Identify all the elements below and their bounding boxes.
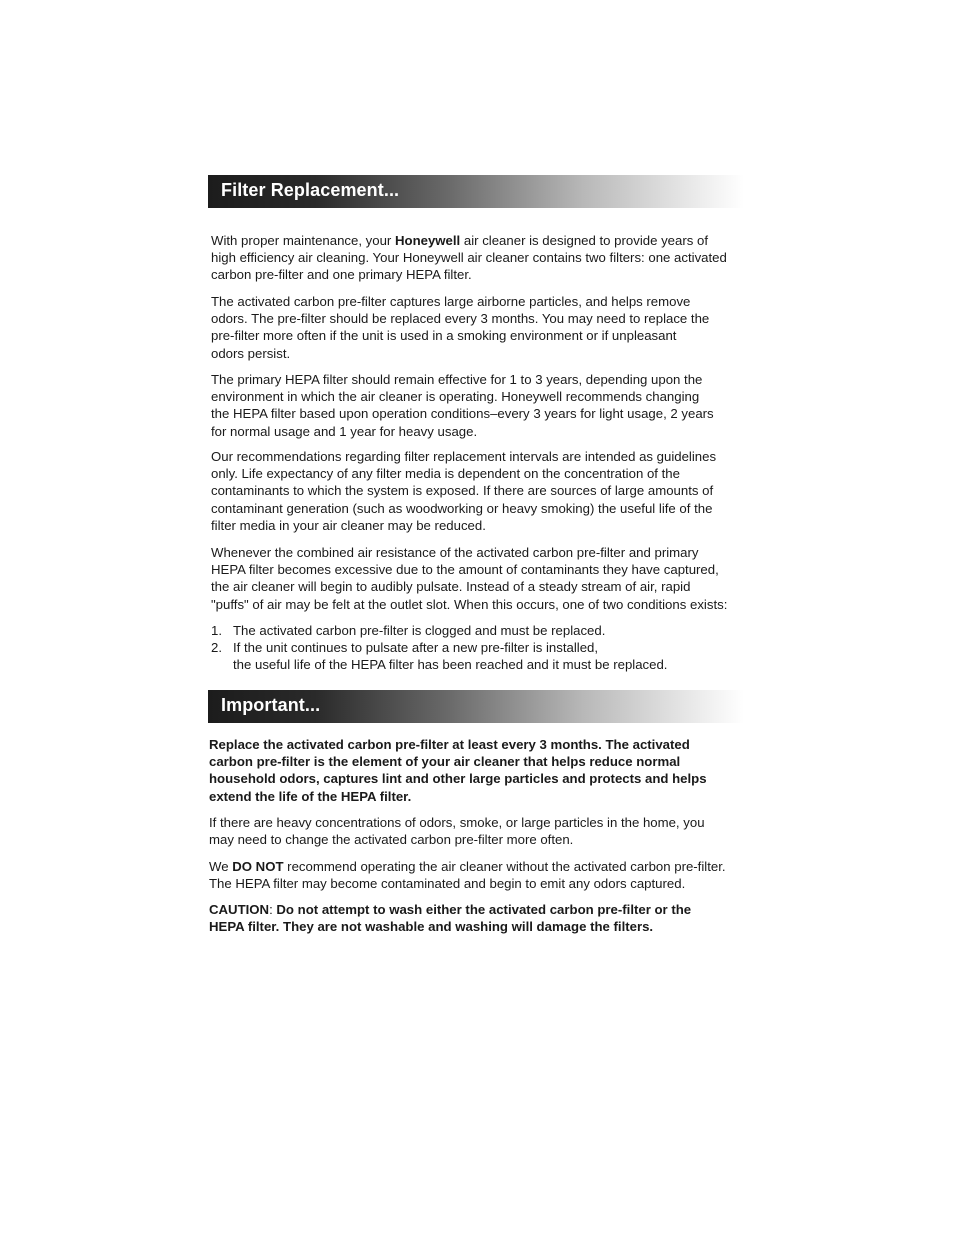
- list-number: 2.: [211, 640, 222, 656]
- para2-line: If there are heavy concentrations of odors, smoke, or large particles in the home, you: [209, 815, 705, 830]
- caution-paragraph: [209, 901, 749, 935]
- do-not-operate-paragraph: [209, 858, 749, 892]
- p1-line1-before: With proper maintenance, your: [211, 233, 395, 248]
- p5-line: HEPA filter becomes excessive due to the amount of contaminants they have captured,: [211, 562, 719, 578]
- filter-replacement-heading: Filter Replacement...: [221, 180, 400, 200]
- p2-line: pre-filter more often if the unit is used in a smoking environment or if unpleasant: [211, 328, 677, 344]
- p2-line: The activated carbon pre-filter captures large airborne particles, and helps remove: [211, 294, 691, 309]
- list-item: [211, 639, 751, 656]
- p4-line: contaminants to which the system is exposed. If there are sources of large amounts of: [211, 483, 714, 499]
- caution-label: CAUTION: [209, 902, 270, 917]
- bold-line: carbon pre-filter is the element of your air cleaner that helps reduce normal: [209, 754, 681, 770]
- bold-line: household odors, captures lint and other large particles and protects and helps: [209, 771, 707, 787]
- p1-line3: carbon pre-filter and one primary HEPA filter.: [211, 267, 472, 283]
- replace-prefilter-notice: [209, 736, 749, 805]
- list-text: If the unit continues to pulsate after a new pre-filter is installed,: [233, 640, 599, 656]
- bold-line: extend the life of the HEPA filter.: [209, 788, 412, 804]
- caution-line2: HEPA filter. They are not washable and washing will damage the filters.: [209, 919, 654, 935]
- brand-name: Honeywell: [394, 233, 461, 248]
- important-banner: [208, 690, 744, 723]
- p3-line: environment in which the air cleaner is operating. Honeywell recommends changing: [211, 389, 700, 405]
- recommendations-paragraph: [211, 448, 751, 534]
- do-not-emphasis: DO NOT: [232, 859, 284, 874]
- para2-line: may need to change the activated carbon pre-filter more often.: [209, 832, 574, 848]
- list-item: [211, 622, 751, 639]
- conditions-list: [211, 622, 751, 674]
- pulsate-paragraph: [211, 544, 751, 613]
- filter-replacement-banner: [208, 175, 744, 208]
- p2-line: odors persist.: [211, 345, 291, 361]
- bold-line: Replace the activated carbon pre-filter at least every 3 months. The activated: [209, 737, 690, 752]
- p3-line: for normal usage and 1 year for heavy usage.: [211, 423, 478, 439]
- p1-line2: high efficiency air cleaning. Your Honeywell air cleaner contains two filters: one activated: [211, 250, 727, 266]
- caution-line1: Do not attempt to wash either the activated carbon pre-filter or the: [276, 902, 692, 917]
- p5-line: Whenever the combined air resistance of the activated carbon pre-filter and primary: [211, 545, 699, 560]
- p4-line: Our recommendations regarding filter replacement intervals are intended as guidelines: [211, 449, 717, 464]
- important-heading: Important...: [221, 695, 321, 715]
- p4-line: filter media in your air cleaner may be reduced.: [211, 517, 486, 533]
- prefilter-paragraph: [211, 293, 751, 362]
- para3-line2: The HEPA filter may become contaminated and begin to emit any odors captured.: [209, 876, 686, 892]
- hepa-paragraph: [211, 371, 751, 440]
- p4-line: only. Life expectancy of any filter media is dependent on the concentration of the: [211, 466, 680, 482]
- filter-intro-paragraph: [211, 232, 751, 284]
- list-text-continued: the useful life of the HEPA filter has been reached and it must be replaced.: [233, 657, 668, 673]
- list-text: The activated carbon pre-filter is clogged and must be replaced.: [233, 623, 606, 638]
- p4-line: contaminant generation (such as woodworking or heavy smoking) the useful life of the: [211, 500, 713, 516]
- p2-line: odors. The pre-filter should be replaced every 3 months. You may need to replace the: [211, 311, 710, 327]
- p3-line: the HEPA filter based upon operation conditions–every 3 years for light usage, 2 years: [211, 406, 714, 422]
- p3-line: The primary HEPA filter should remain effective for 1 to 3 years, depending upon the: [211, 372, 703, 387]
- caution-colon: :: [269, 902, 277, 917]
- heavy-concentrations-paragraph: [209, 814, 749, 848]
- para3-after: recommend operating the air cleaner without the activated carbon pre-filter.: [283, 859, 726, 874]
- p1-line1-after: air cleaner is designed to provide years of: [460, 233, 708, 248]
- para3-before: We: [209, 859, 233, 874]
- p5-line: the air cleaner will begin to audibly pulsate. Instead of a steady stream of air, rapid: [211, 579, 691, 595]
- p5-line: "puffs" of air may be felt at the outlet slot. When this occurs, one of two conditions exists:: [211, 596, 728, 612]
- list-number: 1.: [211, 623, 222, 638]
